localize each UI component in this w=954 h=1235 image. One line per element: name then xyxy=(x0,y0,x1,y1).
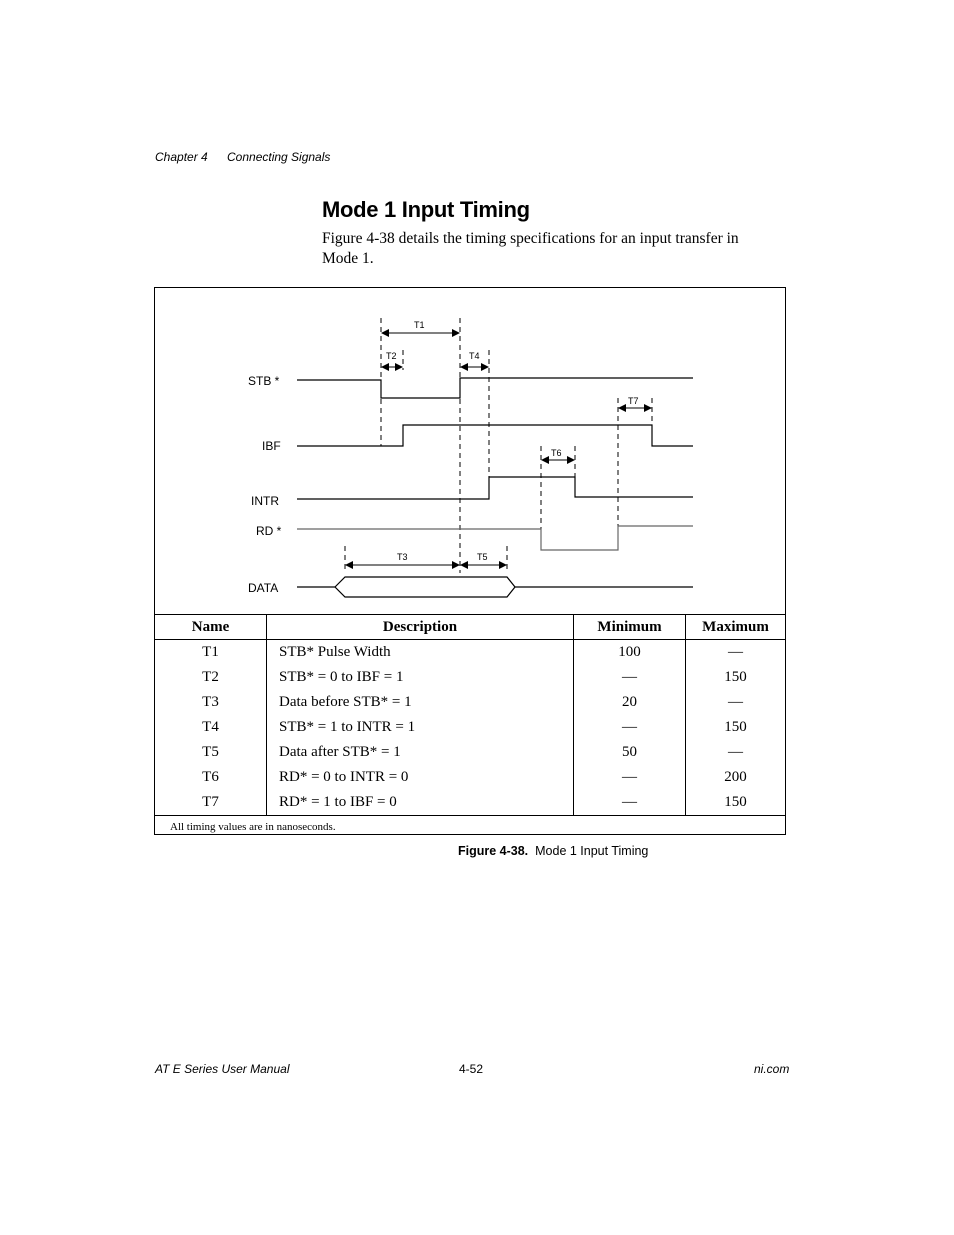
cell-description: RD* = 0 to INTR = 0 xyxy=(267,765,574,790)
table-row xyxy=(155,765,785,790)
table-row xyxy=(155,640,785,666)
cell-maximum: 150 xyxy=(724,719,747,735)
marker-t4: T4 xyxy=(469,351,480,361)
column-header-minimum: Minimum xyxy=(574,615,686,640)
intro-paragraph: Figure 4-38 details the timing specifications for an input transfer in Mode 1. xyxy=(322,230,739,267)
column-header-maximum: Maximum xyxy=(686,615,786,640)
cell-name: T7 xyxy=(155,790,267,816)
caption-text: Mode 1 Input Timing xyxy=(535,844,649,858)
table-row xyxy=(155,690,785,715)
cell-description: STB* = 1 to INTR = 1 xyxy=(267,715,574,740)
waveform-rd xyxy=(297,526,693,550)
cell-minimum: 100 xyxy=(574,640,686,666)
signal-label-data: DATA xyxy=(248,581,279,595)
waveform-stb xyxy=(297,378,693,398)
signal-label-intr: INTR xyxy=(251,494,279,508)
cell-description: Data before STB* = 1 xyxy=(267,690,574,715)
cell-description: Data after STB* = 1 xyxy=(267,740,574,765)
signal-label-ibf: IBF xyxy=(262,439,281,453)
footer-website: ni.com xyxy=(754,1062,790,1076)
table-row xyxy=(155,665,785,690)
marker-t7: T7 xyxy=(628,396,639,406)
chapter-label: Chapter 4 xyxy=(155,150,208,164)
cell-minimum: — xyxy=(574,765,686,790)
cell-name: T1 xyxy=(155,640,267,666)
table-note: All timing values are in nanoseconds. xyxy=(155,816,785,838)
timing-diagram xyxy=(155,288,785,614)
timing-arrows xyxy=(346,333,651,565)
signal-label-stb: STB * xyxy=(248,374,280,388)
marker-t1: T1 xyxy=(414,320,425,330)
cell-maximum: 150 xyxy=(724,794,747,810)
cell-minimum: 20 xyxy=(574,690,686,715)
footer-page-number: 4-52 xyxy=(459,1062,484,1076)
cell-maximum: — xyxy=(728,744,743,760)
cell-maximum: 150 xyxy=(724,669,747,685)
table-note-row xyxy=(155,816,785,838)
waveforms xyxy=(297,378,693,597)
cell-description: STB* Pulse Width xyxy=(267,640,574,666)
cell-description: STB* = 0 to IBF = 1 xyxy=(267,665,574,690)
running-header xyxy=(155,150,330,164)
cell-maximum: 200 xyxy=(724,769,747,785)
caption-label: Figure 4-38. xyxy=(458,844,529,858)
footer-manual-title: AT E Series User Manual xyxy=(155,1062,290,1076)
figure-caption xyxy=(458,844,648,858)
column-header-description: Description xyxy=(267,615,574,640)
page-title: Mode 1 Input Timing xyxy=(322,197,530,222)
waveform-ibf xyxy=(297,425,693,446)
section-label: Connecting Signals xyxy=(227,150,331,164)
table-row xyxy=(155,790,785,816)
cell-minimum: — xyxy=(574,715,686,740)
waveform-data-valid xyxy=(335,577,515,597)
cell-minimum: 50 xyxy=(574,740,686,765)
table-row xyxy=(155,740,785,765)
marker-t2: T2 xyxy=(386,351,397,361)
marker-t6: T6 xyxy=(551,448,562,458)
marker-t5: T5 xyxy=(477,552,488,562)
cell-minimum: — xyxy=(574,665,686,690)
cell-maximum: — xyxy=(728,644,743,660)
column-header-name: Name xyxy=(155,615,267,640)
cell-name: T2 xyxy=(155,665,267,690)
table-row xyxy=(155,715,785,740)
cell-name: T5 xyxy=(155,740,267,765)
cell-description: RD* = 1 to IBF = 0 xyxy=(267,790,574,816)
signal-label-rd: RD * xyxy=(256,524,282,538)
cell-maximum: — xyxy=(728,694,743,710)
marker-t3: T3 xyxy=(397,552,408,562)
timing-table xyxy=(155,614,785,837)
cell-name: T6 xyxy=(155,765,267,790)
cell-name: T3 xyxy=(155,690,267,715)
cell-minimum: — xyxy=(574,790,686,816)
cell-name: T4 xyxy=(155,715,267,740)
table-header-row xyxy=(155,615,785,640)
waveform-intr xyxy=(297,477,693,499)
timing-figure xyxy=(154,287,786,835)
